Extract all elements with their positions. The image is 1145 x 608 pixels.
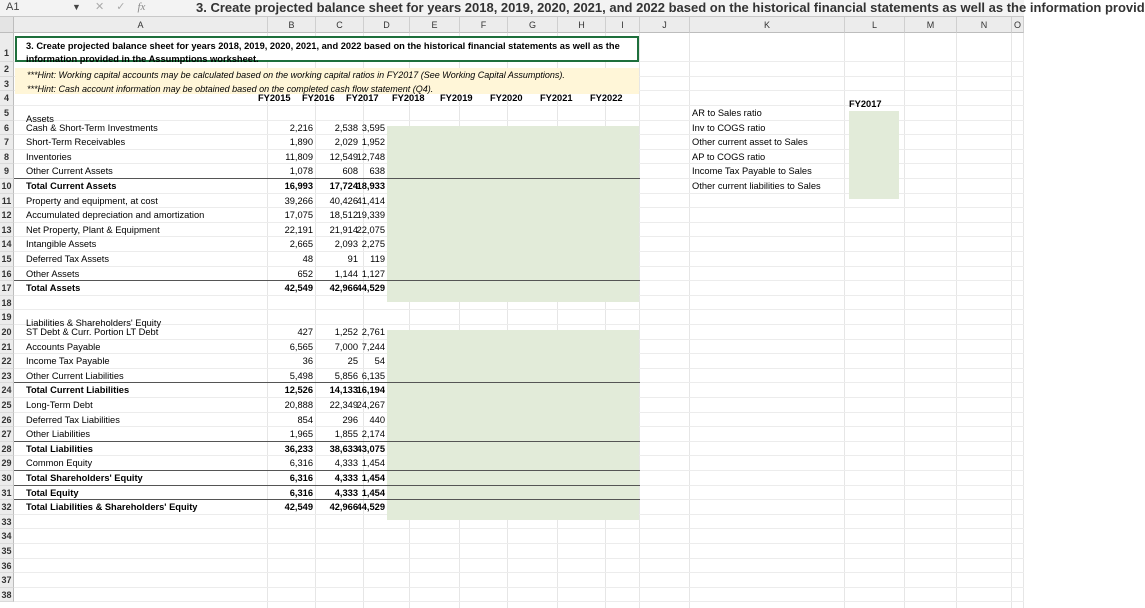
liability-row-value: 6,135 <box>361 370 385 381</box>
row-border <box>14 470 640 471</box>
row-header-27[interactable]: 27 <box>0 427 14 442</box>
row-header-8[interactable]: 8 <box>0 150 14 165</box>
year-header-fy2020: FY2020 <box>490 93 523 104</box>
liability-row-value: 36,233 <box>284 443 313 454</box>
liability-row-value: 1,252 <box>334 327 358 337</box>
assets-section-label: Assets <box>26 114 54 124</box>
ratio-label: AR to Sales ratio <box>692 108 762 118</box>
row-header-21[interactable]: 21 <box>0 340 14 355</box>
liability-row-value: 1,454 <box>361 458 385 469</box>
asset-row-value: 42,966 <box>329 283 358 294</box>
liability-row-value: 1,965 <box>289 429 313 440</box>
asset-row-value: 18,933 <box>356 181 385 191</box>
column-header-m[interactable]: M <box>905 17 957 33</box>
asset-row-value: 44,529 <box>356 283 385 294</box>
row-header-37[interactable]: 37 <box>0 573 14 588</box>
asset-row-value: 1,952 <box>361 137 385 148</box>
row-border <box>14 178 640 179</box>
asset-row-value: 39,266 <box>284 195 313 206</box>
liability-row-value: 1,454 <box>361 487 385 498</box>
row-border <box>14 382 640 383</box>
year-header-fy2022: FY2022 <box>590 93 623 104</box>
asset-row-value: 3,595 <box>361 122 385 133</box>
grid-line <box>14 309 1024 310</box>
asset-row-value: 22,191 <box>284 224 313 235</box>
row-header-1[interactable]: 1 <box>0 33 14 62</box>
asset-row-value: 638 <box>369 166 385 177</box>
row-header-23[interactable]: 23 <box>0 369 14 384</box>
row-header-16[interactable]: 16 <box>0 267 14 282</box>
liability-row-value: 1,855 <box>334 429 358 440</box>
asset-row-label: Short-Term Receivables <box>26 137 126 148</box>
liability-row-value: 1,454 <box>361 473 385 483</box>
title-line-1: 3. Create projected balance sheet for years 2018, 2019, 2020, 2021, and 2022 based on the historical financial statements as well as the <box>26 41 620 51</box>
liability-row-value: 7,000 <box>334 341 358 352</box>
asset-row-value: 608 <box>342 166 358 177</box>
liability-row-value: 42,966 <box>329 502 358 513</box>
row-header-15[interactable]: 15 <box>0 252 14 267</box>
liability-row-value: 2,174 <box>361 429 385 440</box>
column-header-k[interactable]: K <box>690 17 845 33</box>
asset-row-value: 2,093 <box>334 239 358 250</box>
asset-row-value: 119 <box>370 254 385 264</box>
column-header-d[interactable]: D <box>364 17 410 33</box>
liability-row-label: Long-Term Debt <box>26 400 93 410</box>
row-header-32[interactable]: 32 <box>0 500 14 515</box>
column-header-l[interactable]: L <box>845 17 905 33</box>
liability-row-label: Total Liabilities & Shareholders' Equity <box>26 502 198 513</box>
liability-row-value: 5,856 <box>334 370 358 381</box>
liabilities-section-label: Liabilities & Shareholders' Equity <box>26 318 162 328</box>
asset-row-label: Net Property, Plant & Equipment <box>26 224 160 235</box>
row-header-38[interactable]: 38 <box>0 588 14 603</box>
confirm-icon[interactable]: ✓ <box>116 1 126 13</box>
asset-row-value: 2,029 <box>334 137 358 148</box>
grid-line <box>14 324 1024 325</box>
column-header-e[interactable]: E <box>410 17 460 33</box>
row-border <box>14 485 640 486</box>
column-header-a[interactable]: A <box>14 17 268 33</box>
liability-row-value: 6,316 <box>289 458 313 469</box>
asset-row-value: 48 <box>302 254 313 264</box>
hint-1: ***Hint: Working capital accounts may be calculated based on the working capital ratios in FY2017 (See Working Capital Assumptions). <box>27 70 565 80</box>
liability-row-value: 6,316 <box>289 487 313 498</box>
projection-input-area-assets[interactable] <box>387 126 639 302</box>
liability-row-value: 44,529 <box>356 502 385 513</box>
row-header-31[interactable]: 31 <box>0 486 14 501</box>
liability-row-label: Total Equity <box>26 487 79 498</box>
column-header-j[interactable]: J <box>640 17 690 33</box>
column-header-i[interactable]: I <box>606 17 640 33</box>
grid-line <box>14 587 1024 588</box>
row-header-29[interactable]: 29 <box>0 456 14 471</box>
asset-row-label: Intangible Assets <box>26 239 97 250</box>
column-header-n[interactable]: N <box>957 17 1012 33</box>
liability-row-value: 427 <box>297 327 313 337</box>
liability-row-value: 25 <box>347 356 358 367</box>
liability-row-value: 4,333 <box>334 458 358 469</box>
asset-row-label: Total Current Assets <box>26 181 117 191</box>
asset-row-value: 16,993 <box>284 181 313 191</box>
asset-row-value: 40,426 <box>329 195 358 206</box>
row-header-30[interactable]: 30 <box>0 471 14 486</box>
row-header-36[interactable]: 36 <box>0 559 14 574</box>
chevron-down-icon[interactable]: ▼ <box>72 2 81 12</box>
liability-row-value: 42,549 <box>284 502 313 513</box>
liability-row-value: 5,498 <box>289 370 313 381</box>
asset-row-label: Property and equipment, at cost <box>26 195 158 206</box>
asset-row-value: 19,339 <box>356 210 385 221</box>
asset-row-label: Other Current Assets <box>26 166 113 177</box>
row-header-18[interactable]: 18 <box>0 296 14 311</box>
liability-row-label: ST Debt & Curr. Portion LT Debt <box>26 327 159 337</box>
row-header-4[interactable]: 4 <box>0 91 14 106</box>
row-header-3[interactable]: 3 <box>0 77 14 92</box>
projection-input-area-liabilities[interactable] <box>387 330 639 520</box>
column-header-c[interactable]: C <box>316 17 364 33</box>
grid-line <box>14 528 1024 529</box>
liability-row-label: Income Tax Payable <box>26 356 110 367</box>
asset-row-label: Other Assets <box>26 268 80 279</box>
ratio-input-area[interactable] <box>849 111 899 199</box>
liability-row-value: 14,133 <box>329 385 358 396</box>
asset-row-value: 1,144 <box>334 268 358 279</box>
liability-row-value: 7,244 <box>361 341 385 352</box>
asset-row-value: 1,078 <box>289 166 313 177</box>
liability-row-value: 4,333 <box>334 473 358 483</box>
column-header-b[interactable]: B <box>268 17 316 33</box>
grid-line <box>14 572 1024 573</box>
grid-line <box>14 543 1024 544</box>
row-header-34[interactable]: 34 <box>0 529 14 544</box>
row-header-17[interactable]: 17 <box>0 281 14 296</box>
asset-row-value: 652 <box>297 268 313 279</box>
asset-row-value: 91 <box>347 254 358 264</box>
grid-line <box>14 601 1024 602</box>
formula-bar <box>0 0 1145 17</box>
column-header-o[interactable]: O <box>1012 17 1024 33</box>
row-header-13[interactable]: 13 <box>0 223 14 238</box>
ratio-label: Other current asset to Sales <box>692 137 808 148</box>
row-header-25[interactable]: 25 <box>0 398 14 413</box>
row-border <box>14 280 640 281</box>
row-header-28[interactable]: 28 <box>0 442 14 457</box>
row-header-5[interactable]: 5 <box>0 106 14 121</box>
liability-row-label: Common Equity <box>26 458 93 469</box>
liability-row-value: 6,316 <box>289 473 313 483</box>
year-header-fy2017: FY2017 <box>346 93 379 104</box>
title-line-2: information provided in the Assumptions worksheet. <box>26 54 259 64</box>
liability-row-value: 440 <box>369 414 385 425</box>
year-header-fy2016: FY2016 <box>302 93 335 104</box>
formula-input[interactable]: 3. Create projected balance sheet for years 2018, 2019, 2020, 2021, and 2022 based on the historical financial statements as well as the information provid <box>196 0 1145 15</box>
liability-row-value: 20,888 <box>284 400 313 410</box>
liability-row-value: 2,761 <box>361 327 385 337</box>
liability-row-label: Total Shareholders' Equity <box>26 473 143 483</box>
asset-row-value: 22,075 <box>356 224 385 235</box>
grid-line <box>14 558 1024 559</box>
row-header-35[interactable]: 35 <box>0 544 14 559</box>
liability-row-value: 36 <box>302 356 313 367</box>
ratio-label: Income Tax Payable to Sales <box>692 166 812 177</box>
asset-row-value: 17,724 <box>329 181 358 191</box>
liability-row-label: Accounts Payable <box>26 341 101 352</box>
name-box[interactable] <box>6 0 81 15</box>
row-border <box>14 499 640 500</box>
ratio-header: FY2017 <box>849 99 882 109</box>
liability-row-value: 54 <box>374 356 385 367</box>
row-header-26[interactable]: 26 <box>0 413 14 428</box>
asset-row-value: 12,549 <box>329 151 358 162</box>
cancel-icon[interactable]: ✕ <box>95 1 105 13</box>
row-header-2[interactable]: 2 <box>0 62 14 77</box>
year-header-fy2021: FY2021 <box>540 93 573 104</box>
asset-row-value: 12,748 <box>356 151 385 162</box>
asset-row-value: 1,890 <box>289 137 313 148</box>
year-header-fy2019: FY2019 <box>440 93 473 104</box>
asset-row-value: 1,127 <box>361 268 385 279</box>
hint-2: ***Hint: Cash account information may be obtained based on the completed cash flow statement (Q4). <box>27 84 434 94</box>
row-border <box>14 441 640 442</box>
asset-row-label: Deferred Tax Assets <box>26 254 110 264</box>
asset-row-value: 42,549 <box>284 283 313 294</box>
row-header-20[interactable]: 20 <box>0 325 14 340</box>
ratio-label: Inv to COGS ratio <box>692 122 766 133</box>
column-header-g[interactable]: G <box>508 17 558 33</box>
liability-row-label: Total Current Liabilities <box>26 385 130 396</box>
liability-row-label: Total Liabilities <box>26 443 93 454</box>
asset-row-value: 18,512 <box>329 210 358 221</box>
row-header-11[interactable]: 11 <box>0 194 14 209</box>
liability-row-value: 38,633 <box>329 443 358 454</box>
row-header-6[interactable]: 6 <box>0 121 14 136</box>
ratio-label: Other current liabilities to Sales <box>692 181 821 191</box>
liability-row-value: 43,075 <box>356 443 385 454</box>
liability-row-label: Other Current Liabilities <box>26 370 124 381</box>
asset-row-value: 2,216 <box>289 122 313 133</box>
liability-row-value: 296 <box>342 414 358 425</box>
name-box-value: A1 <box>6 1 20 13</box>
row-header-7[interactable]: 7 <box>0 135 14 150</box>
asset-row-label: Accumulated depreciation and amortization <box>26 210 205 221</box>
column-header-h[interactable]: H <box>558 17 606 33</box>
asset-row-value: 41,414 <box>356 195 385 206</box>
year-header-fy2015: FY2015 <box>258 93 291 104</box>
fx-icon[interactable]: fx <box>137 1 146 13</box>
row-header-10[interactable]: 10 <box>0 179 14 194</box>
liability-row-value: 22,349 <box>329 400 358 410</box>
asset-row-value: 2,275 <box>361 239 385 250</box>
select-all-corner[interactable] <box>0 17 14 33</box>
liability-row-value: 6,565 <box>289 341 313 352</box>
liability-row-value: 854 <box>297 414 313 425</box>
liability-row-value: 24,267 <box>356 400 385 410</box>
row-header-9[interactable]: 9 <box>0 164 14 179</box>
column-header-f[interactable]: F <box>460 17 508 33</box>
liability-row-label: Other Liabilities <box>26 429 91 440</box>
asset-row-label: Inventories <box>26 151 72 162</box>
asset-row-value: 17,075 <box>284 210 313 221</box>
liability-row-value: 16,194 <box>356 385 385 396</box>
year-header-fy2018: FY2018 <box>392 93 425 104</box>
liability-row-value: 4,333 <box>334 487 358 498</box>
asset-row-value: 2,538 <box>334 122 358 133</box>
asset-row-value: 21,914 <box>329 224 358 235</box>
row-header-22[interactable]: 22 <box>0 354 14 369</box>
liability-row-label: Deferred Tax Liabilities <box>26 414 120 425</box>
row-header-19[interactable]: 19 <box>0 310 14 325</box>
row-header-14[interactable]: 14 <box>0 237 14 252</box>
row-header-12[interactable]: 12 <box>0 208 14 223</box>
row-header-33[interactable]: 33 <box>0 515 14 530</box>
row-header-24[interactable]: 24 <box>0 383 14 398</box>
liability-row-value: 12,526 <box>284 385 313 396</box>
asset-row-label: Total Assets <box>26 283 81 294</box>
asset-row-label: Cash & Short-Term Investments <box>26 122 158 133</box>
asset-row-value: 11,809 <box>285 151 313 162</box>
ratio-label: AP to COGS ratio <box>692 151 766 162</box>
asset-row-value: 2,665 <box>289 239 313 250</box>
